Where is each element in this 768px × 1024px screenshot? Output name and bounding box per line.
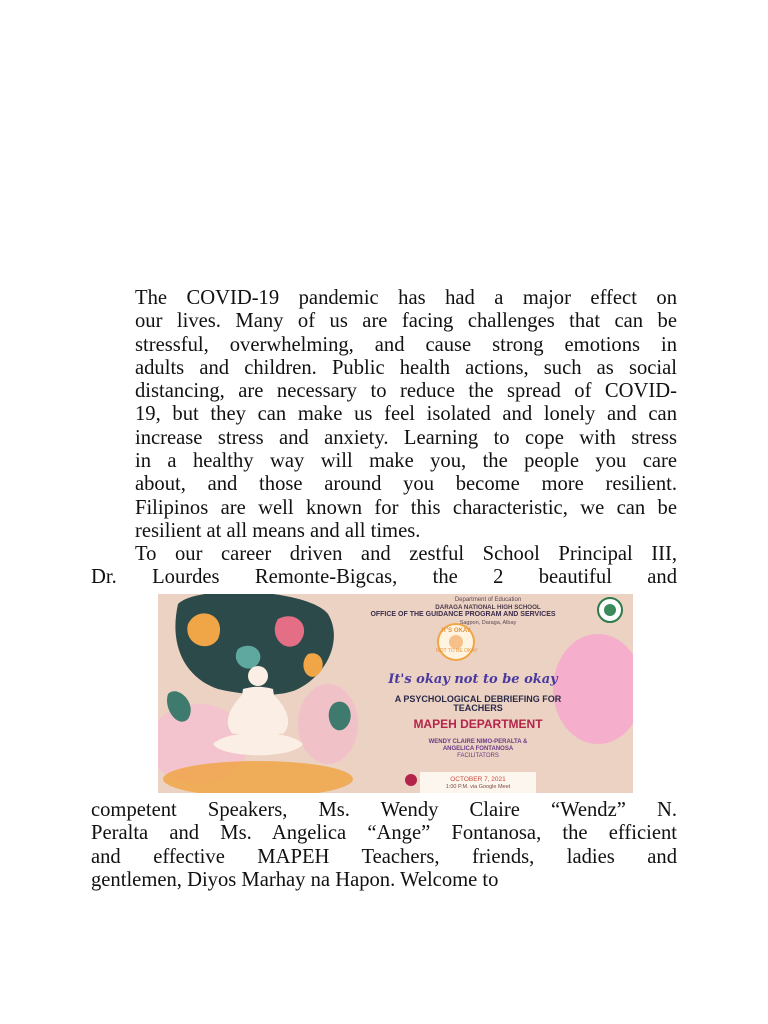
poster-time: 1:00 P.M. via Google Meet: [445, 784, 511, 790]
poster-badge-bottom: NOT TO BE OKAY: [436, 648, 478, 654]
paragraph-covid: [91, 287, 677, 543]
poster-dept: Department of Education: [454, 597, 522, 603]
text-line: our lives. Many of us are facing challenges that can be: [135, 310, 677, 333]
poster-facilitators-line2: ANGELICA FONTANOSA: [442, 746, 514, 752]
text-line: adults and children. Public health actions, such as social: [135, 356, 677, 379]
poster-title-line2: TEACHERS: [453, 703, 503, 713]
text-line: 19, but they can make us feel isolated and lonely and can: [135, 403, 677, 426]
paragraph-speakers: [91, 799, 677, 892]
poster-facilitators-role: FACILITATORS: [457, 753, 499, 759]
text-line: gentlemen, Diyos Marhay na Hapon. Welcome to: [91, 868, 499, 891]
event-poster: [158, 594, 633, 793]
text-line: To our career driven and zestful School Principal III,: [135, 543, 677, 565]
poster-title-line1: A PSYCHOLOGICAL DEBRIEFING FOR: [394, 694, 562, 704]
text-line: Filipinos are well known for this characteristic, we can be: [135, 496, 677, 519]
poster-facilitators-line1: WENDY CLAIRE NIMO-PERALTA &: [428, 739, 528, 745]
text-line: in a healthy way will make you, the people you care: [135, 450, 677, 473]
text-line: and effective MAPEH Teachers, friends, ladies and: [91, 845, 677, 868]
text-line: stressful, overwhelming, and cause strong emotions in: [135, 333, 677, 356]
text-line: resilient at all means and all times.: [135, 519, 421, 542]
text-line: increase stress and anxiety. Learning to cope with stress: [135, 426, 677, 449]
text-line: distancing, are necessary to reduce the spread of COVID-: [135, 380, 677, 403]
text-line: competent Speakers, Ms. Wendy Claire “Wendz” N.: [91, 799, 677, 821]
poster-date: OCTOBER 7, 2021: [450, 776, 506, 783]
text-line: Peralta and Ms. Angelica “Ange” Fontanosa, the efficient: [91, 822, 677, 845]
text-line: Dr. Lourdes Remonte-Bigcas, the 2 beautiful and: [91, 566, 677, 589]
poster-badge-top: IT'S OKAY: [441, 628, 471, 634]
paragraph-welcome: [91, 543, 677, 590]
poster-office: OFFICE OF THE GUIDANCE PROGRAM AND SERVICES: [370, 611, 556, 618]
text-line: The COVID-19 pandemic has had a major effect on: [135, 287, 677, 309]
poster-tagline: It's okay not to be okay: [388, 672, 558, 687]
poster-department: MAPEH DEPARTMENT: [413, 717, 543, 731]
text-line: about, and those around you become more resilient.: [135, 473, 677, 496]
poster-location: Sagpon, Daraga, Albay: [459, 620, 517, 626]
poster-school: DARAGA NATIONAL HIGH SCHOOL: [435, 604, 541, 611]
